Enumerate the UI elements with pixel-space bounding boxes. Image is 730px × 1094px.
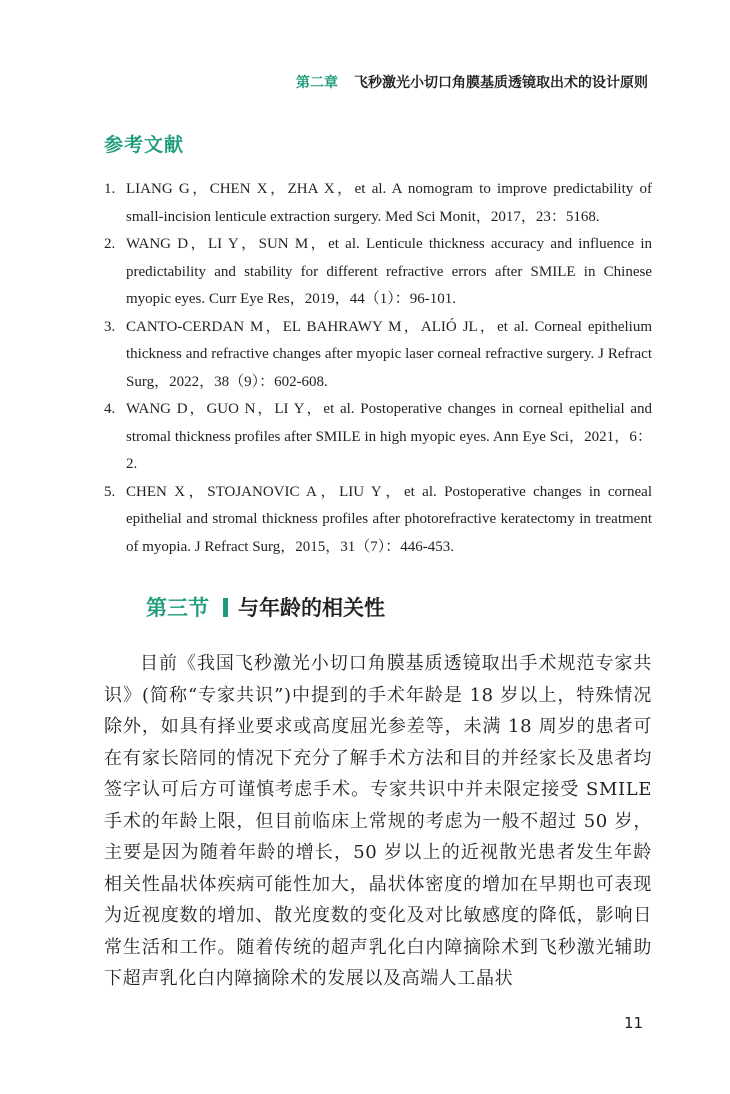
- reference-number: 5.: [104, 483, 116, 500]
- running-head-title: 飞秒激光小切口角膜基质透镜取出术的设计原则: [354, 75, 648, 91]
- reference-text: WANG D，GUO N，LI Y，et al. Postoperative changes in corneal epithelial and stromal thickness profiles after SMILE in high myopic eyes. Ann Eye Sci，2021，6：2.: [126, 401, 652, 472]
- reference-list: [104, 176, 652, 561]
- section-divider-bar: [223, 598, 228, 617]
- section-number: 第三节: [146, 596, 209, 620]
- page-number: 11: [624, 1014, 644, 1032]
- reference-item: [104, 314, 652, 397]
- running-head: [270, 72, 648, 92]
- reference-item: [104, 231, 652, 314]
- reference-text: CANTO-CERDAN M，EL BAHRAWY M，ALIÓ JL，et al. Corneal epithelium thickness and refractive changes after myopic laser corneal refractive surgery. J Refract Surg，2022，38（9）：602-608.: [126, 318, 652, 390]
- reference-item: [104, 479, 652, 562]
- references-heading: 参考文献: [104, 134, 185, 156]
- reference-text: WANG D，LI Y，SUN M，et al. Lenticule thickness accuracy and influence in predictability and stability for different refractive errors after SMILE in Chinese myopic eyes. Curr Eye Res，2019，44（1）：96-101.: [126, 236, 652, 307]
- running-head-chapter: 第二章: [296, 75, 338, 91]
- section-title: 与年龄的相关性: [238, 596, 385, 620]
- section-heading: [146, 592, 385, 622]
- reference-number: 3.: [104, 318, 116, 335]
- reference-item: [104, 396, 652, 479]
- reference-number: 2.: [104, 236, 116, 252]
- body-paragraph: 目前《我国飞秒激光小切口角膜基质透镜取出手术规范专家共识》(简称“专家共识”)中提到的手术年龄是 18 岁以上，特殊情况除外，如具有择业要求或高度屈光参差等，未满 18 周岁的患者可在有家长陪同的情况下充分了解手术方法和目的并经家长及患者均签字认可后方可谨慎考虑手术。专家共识中并未限定接受 SMILE 手术的年龄上限，但目前临床上常规的考虑为一般不超过 50 岁，主要是因为随着年龄的增长，50 岁以上的近视散光患者发生年龄相关性晶状体疾病可能性加大，晶状体密度的增加在早期也可表现为近视度数的增加、散光度数的变化及对比敏感度的降低，影响日常生活和工作。随着传统的超声乳化白内障摘除术到飞秒激光辅助下超声乳化白内障摘除术的发展以及高端人工晶状: [104, 653, 652, 989]
- reference-item: [104, 176, 652, 231]
- reference-number: 1.: [104, 181, 116, 197]
- reference-text: LIANG G，CHEN X，ZHA X，et al. A nomogram to improve predictability of small-incision lenticule extraction surgery. Med Sci Monit，2017，23：5168.: [126, 181, 652, 225]
- reference-text: CHEN X，STOJANOVIC A，LIU Y，et al. Postoperative changes in corneal epithelial and stromal thickness profiles after photorefractive keratectomy in treatment of myopia. J Refract Surg，2015，31（7）：446-453.: [126, 483, 652, 555]
- reference-number: 4.: [104, 401, 116, 417]
